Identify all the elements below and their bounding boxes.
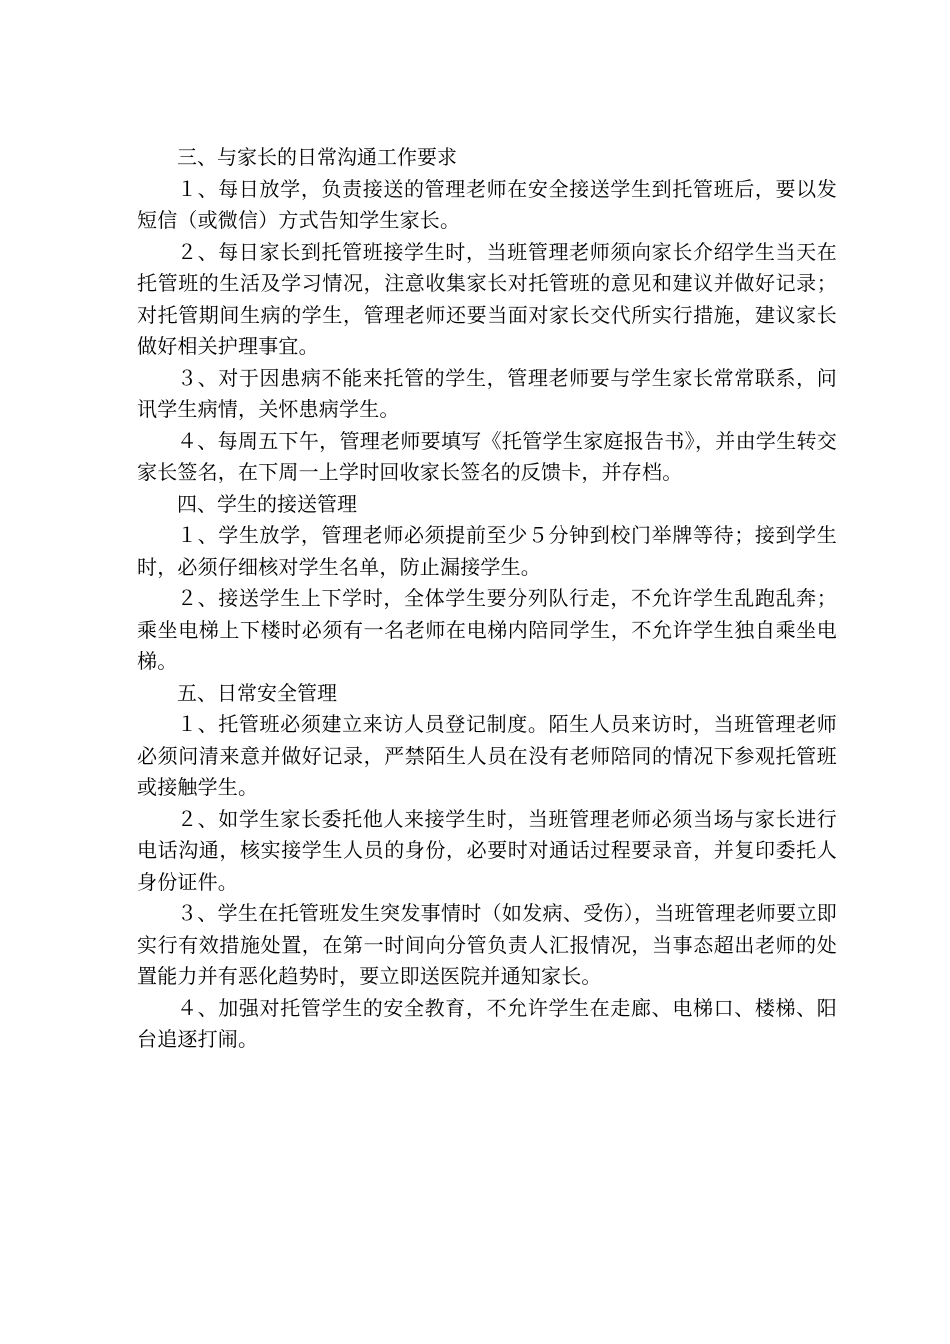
paragraph: ２、接送学生上下学时，全体学生要分列队行走，不允许学生乱跑乱奔；乘坐电梯上下楼时必须有一名老师在电梯内陪同学生，不允许学生独自乘坐电梯。 xyxy=(137,586,837,673)
paragraph: ３、对于因患病不能来托管的学生，管理老师要与学生家长常常联系，问讯学生病情，关怀患病学生。 xyxy=(137,365,837,421)
document-body xyxy=(137,142,837,1056)
paragraph: １、学生放学，管理老师必须提前至少５分钟到校门举牌等待；接到学生时，必须仔细核对学生名单，防止漏接学生。 xyxy=(137,523,837,579)
paragraph: ４、每周五下午，管理老师要填写《托管学生家庭报告书》，并由学生转交家长签名，在下周一上学时回收家长签名的反馈卡，并存档。 xyxy=(137,428,837,484)
section-heading: 四、学生的接送管理 xyxy=(177,491,357,516)
paragraph: １、托管班必须建立来访人员登记制度。陌生人员来访时，当班管理老师必须问清来意并做好记录，严禁陌生人员在没有老师陪同的情况下参观托管班或接触学生。 xyxy=(137,712,837,799)
paragraph: ２、如学生家长委托他人来接学生时，当班管理老师必须当场与家长进行电话沟通，核实接学生人员的身份，必要时对通话过程要录音，并复印委托人身份证件。 xyxy=(137,806,837,894)
paragraph: ３、学生在托管班发生突发事情时（如发病、受伤），当班管理老师要立即实行有效措施处置，在第一时间向分管负责人汇报情况，当事态超出老师的处置能力并有恶化趋势时，要立即送医院并通知家长。 xyxy=(137,901,837,988)
paragraph: ４、加强对托管学生的安全教育，不允许学生在走廊、电梯口、楼梯、阳台追逐打闹。 xyxy=(137,995,837,1051)
section-heading: 五、日常安全管理 xyxy=(177,680,337,705)
section-heading: 三、与家长的日常沟通工作要求 xyxy=(177,145,457,169)
paragraph: ２、每日家长到托管班接学生时，当班管理老师须向家长介绍学生当天在托管班的生活及学习情况，注意收集家长对托管班的意见和建议并做好记录；对托管期间生病的学生，管理老师还要当面对家长交代所实行措施，建议家长做好相关护理事宜。 xyxy=(137,239,837,358)
paragraph: １、每日放学，负责接送的管理老师在安全接送学生到托管班后，要以发短信（或微信）方式告知学生家长。 xyxy=(137,176,837,232)
